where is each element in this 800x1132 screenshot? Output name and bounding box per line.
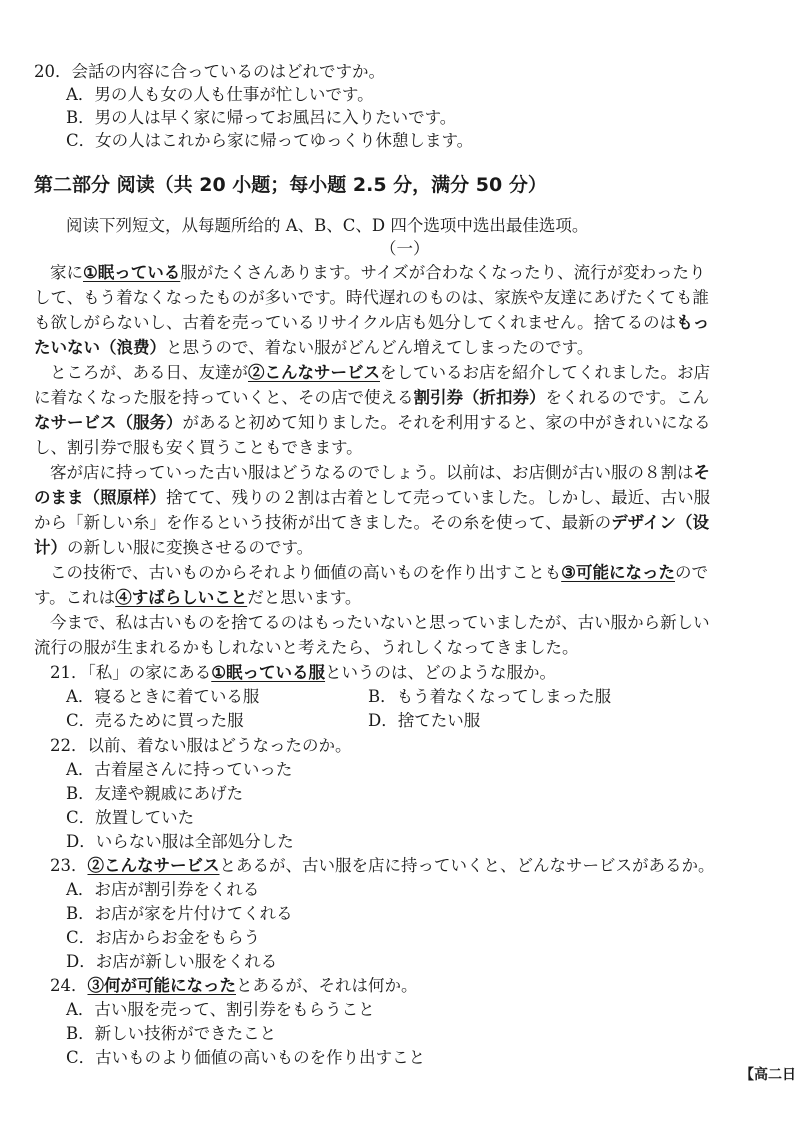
q20-option-b: B．男の人は早く家に帰ってお風呂に入りたいです。 bbox=[66, 108, 457, 127]
q22-option-c: C．放置していた bbox=[66, 808, 195, 827]
q22-option-a: A．古着屋さんに持っていった bbox=[66, 760, 293, 779]
q22-option-b: B．友達や親戚にあげた bbox=[66, 784, 244, 803]
passage-line: たいない（浪费）と思うので、着ない服がどんどん増えてしまったのです。 bbox=[34, 338, 594, 357]
passage-line: ところが、ある日、友達が②こんなサービスをしているお店を紹介してくれました。お店 bbox=[50, 363, 710, 382]
q22-stem: 22．以前、着ない服はどうなったのか。 bbox=[50, 736, 352, 755]
page-footer: 【高二日 bbox=[740, 1067, 796, 1083]
passage-line: から「新しい糸」を作るという技術が出てきました。その糸を使って、最新のデザイン（设 bbox=[34, 513, 710, 532]
q23-option-d: D．お店が新しい服をくれる bbox=[66, 952, 278, 971]
underlined-phrase: ②こんなサービス bbox=[87, 856, 220, 875]
passage-line: 今まで、私は古いものを捨てるのはもったいないと思っていましたが、古い服から新しい bbox=[50, 613, 710, 632]
q21-option-c: C．売るために買った服 bbox=[66, 711, 244, 730]
passage-line: のまま（照原样）捨てて、残りの２割は古着として売っていました。しかし、最近、古い服 bbox=[34, 488, 711, 507]
q24-option-c: C．古いものより価値の高いものを作り出すこと bbox=[66, 1048, 426, 1067]
q23-option-b: B．お店が家を片付けてくれる bbox=[66, 904, 293, 923]
underlined-phrase: ③何が可能になった bbox=[87, 976, 236, 995]
passage-line: す。これは④すばらしいことだと思います。 bbox=[34, 588, 362, 607]
passage-line: 计）の新しい服に変換させるのです。 bbox=[34, 538, 314, 557]
underlined-phrase: ③可能になった bbox=[561, 563, 675, 582]
q23-option-c: C．お店からお金をもらう bbox=[66, 928, 261, 947]
passage-line: この技術で、古いものからそれより価値の高いものを作り出すことも③可能になったので bbox=[50, 563, 708, 582]
q21-option-d: D．捨てたい服 bbox=[368, 711, 481, 730]
q23-option-a: A．お店が割引券をくれる bbox=[66, 880, 260, 899]
q20-option-c: C．女の人はこれから家に帰ってゆっくり休憩します。 bbox=[66, 131, 474, 150]
q22-option-d: D．いらない服は全部処分した bbox=[66, 832, 294, 851]
passage-line: 流行の服が生まれるかもしれないと考えたら、うれしくなってきました。 bbox=[34, 638, 579, 657]
passage-line: 家に①眠っている服がたくさんあります。サイズが合わなくなったり、流行が変わったり bbox=[50, 263, 706, 282]
q21-option-a: A．寝るときに着ている服 bbox=[66, 687, 260, 706]
q24-option-a: A．古い服を売って、割引券をもらうこと bbox=[66, 1000, 375, 1019]
underlined-phrase: ①眠っている服 bbox=[211, 663, 326, 682]
passage-line: なサービス（服务）があると初めて知りました。それを利用すると、家の中がきれいになる bbox=[34, 413, 711, 432]
passage-line: 客が店に持っていった古い服はどうなるのでしょう。以前は、お店側が古い服の８割はそ bbox=[50, 463, 710, 482]
passage-line: に着なくなった服を持っていくと、その店で使える割引券（折扣券）をくれるのです。こん bbox=[34, 388, 710, 407]
q20-option-a: A．男の人も女の人も仕事が忙しいです。 bbox=[66, 85, 374, 104]
q24-stem: 24．③何が可能になったとあるが、それは何か。 bbox=[50, 976, 418, 995]
q21-option-b: B．もう着なくなってしまった服 bbox=[368, 687, 612, 706]
passage-subheading: （一） bbox=[380, 239, 430, 258]
q23-stem: 23．②こんなサービスとあるが、古い服を店に持っていくと、どんなサービスがあるか。 bbox=[50, 856, 715, 875]
passage-line: も欲しがらないし、古着を売っているリサイクル店も処分してくれません。捨てるのはもっ bbox=[34, 313, 710, 332]
q21-stem: 21．「私」の家にある①眠っている服というのは、どのような服か。 bbox=[50, 663, 557, 682]
q20-stem: 20．会話の内容に合っているのはどれですか。 bbox=[34, 62, 385, 81]
passage-line: して、もう着なくなったものが多いです。時代遅れのものは、家族や友達にあげたくても誰 bbox=[34, 288, 709, 307]
section-instruction: 阅读下列短文，从每题所给的 A、B、C、D 四个选项中选出最佳选项。 bbox=[66, 216, 589, 235]
underlined-phrase: ④すばらしいこと bbox=[115, 588, 248, 607]
passage-line: し、割引券で服も安く買うこともできます。 bbox=[34, 438, 363, 457]
underlined-phrase: ②こんなサービス bbox=[248, 363, 380, 382]
underlined-phrase: ①眠っている bbox=[83, 263, 181, 282]
section-title: 第二部分 阅读（共 20 小题；每小题 2.5 分，满分 50 分） bbox=[34, 174, 547, 196]
q24-option-b: B．新しい技術ができたこと bbox=[66, 1024, 277, 1043]
